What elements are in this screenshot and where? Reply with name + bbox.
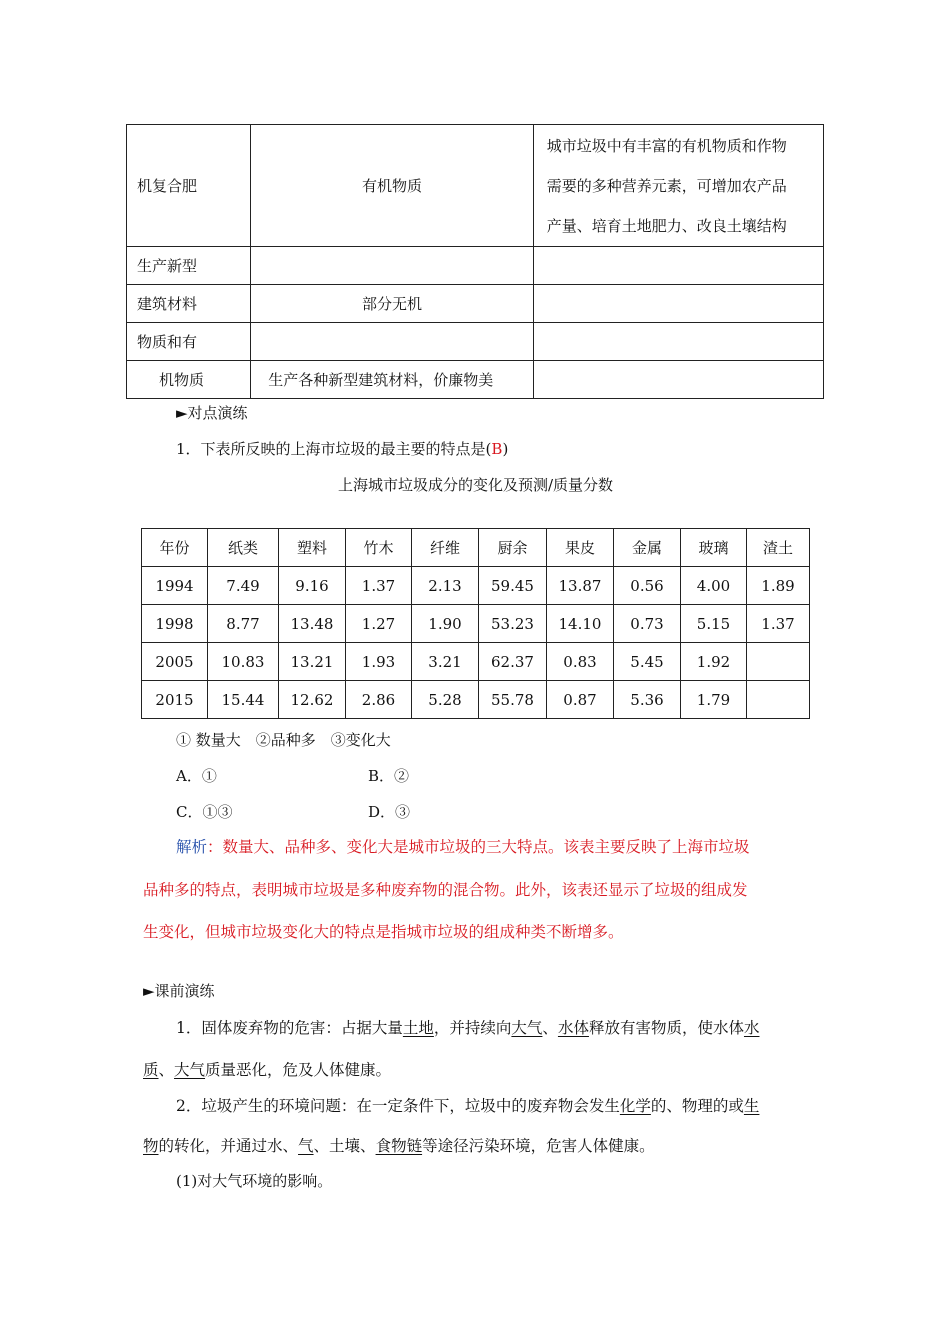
table-cell: 1.92 — [681, 643, 747, 681]
table-cell: 生产新型 — [127, 247, 251, 285]
table-cell: 13.48 — [279, 605, 346, 643]
text: 1．固体废弃物的危害：占据大量 — [176, 1019, 403, 1037]
table-cell: 13.21 — [279, 643, 346, 681]
analysis-text: ：数量大、品种多、变化大是城市垃圾的三大特点。该表主要反映了上海市垃圾 — [207, 838, 750, 856]
option-c: C．①③ — [176, 803, 233, 821]
analysis-line: 品种多的特点，表明城市垃圾是多种废弃物的混合物。此外，该表还显示了垃圾的组成发 — [143, 881, 748, 899]
cell-line: 城市垃圾中有丰富的有机物质和作物 — [546, 137, 787, 155]
table-row — [142, 643, 810, 681]
header-cell: 纸类 — [208, 529, 279, 567]
item-1-line — [176, 1016, 759, 1038]
table-cell: 8.77 — [208, 605, 279, 643]
table-cell: 1.90 — [412, 605, 479, 643]
text: 质量恶化，危及人体健康。 — [205, 1061, 392, 1079]
fill-answer: 土地 — [402, 1019, 434, 1037]
table-cell: 9.16 — [279, 567, 346, 605]
table-row — [127, 125, 824, 247]
table-cell: 5.15 — [681, 605, 747, 643]
table-cell: 2015 — [142, 681, 208, 719]
table-row — [127, 361, 824, 399]
garbage-composition-table — [141, 528, 810, 719]
table-row — [127, 247, 824, 285]
table-cell: 5.36 — [614, 681, 681, 719]
table-cell: 2.13 — [412, 567, 479, 605]
table-cell: 14.10 — [547, 605, 614, 643]
table-cell: 1998 — [142, 605, 208, 643]
table-cell: 15.44 — [208, 681, 279, 719]
text: 的转化，并通过水、 — [158, 1137, 299, 1155]
table-cell: 部分无机 — [251, 285, 534, 323]
fill-answer: 化学 — [619, 1097, 651, 1115]
table-cell: 5.28 — [412, 681, 479, 719]
header-cell: 渣土 — [747, 529, 810, 567]
table-row — [142, 681, 810, 719]
table-cell: 12.62 — [279, 681, 346, 719]
table-cell: 0.56 — [614, 567, 681, 605]
fill-answer: 生 — [743, 1097, 760, 1115]
table-cell — [747, 643, 810, 681]
text: 、 — [542, 1019, 558, 1037]
table-cell: 0.87 — [547, 681, 614, 719]
table-cell: 1.37 — [346, 567, 412, 605]
option-d: D．③ — [368, 803, 411, 821]
section-heading — [176, 402, 248, 423]
table-cell — [533, 247, 823, 285]
analysis-label: 解析 — [176, 838, 208, 856]
table-cell: 1994 — [142, 567, 208, 605]
table-cell: 59.45 — [479, 567, 547, 605]
text: 、土壤、 — [313, 1137, 376, 1155]
header-cell: 果皮 — [547, 529, 614, 567]
answer-letter: B — [491, 440, 503, 458]
item-2-line — [143, 1134, 655, 1156]
option-a: A．① — [176, 767, 217, 785]
section-heading — [143, 980, 215, 1001]
item-1-line — [143, 1058, 391, 1080]
table-caption: 上海城市垃圾成分的变化及预测/质量分数 — [338, 476, 614, 494]
table-row — [142, 605, 810, 643]
table-row — [142, 567, 810, 605]
item-2-line — [176, 1094, 759, 1116]
table-cell — [533, 125, 823, 247]
table-cell — [251, 323, 534, 361]
table-cell: 机物质 — [127, 361, 251, 399]
table-cell: 5.45 — [614, 643, 681, 681]
table-row — [127, 323, 824, 361]
table-cell: 物质和有 — [127, 323, 251, 361]
triangle-marker-icon: ► — [143, 982, 155, 1000]
table-cell: 55.78 — [479, 681, 547, 719]
table-cell: 13.87 — [547, 567, 614, 605]
section-title: 对点演练 — [187, 404, 248, 422]
resource-use-table — [126, 124, 824, 399]
analysis-line: 生变化，但城市垃圾变化大的特点是指城市垃圾的组成种类不断增多。 — [143, 923, 624, 941]
table-cell — [251, 247, 534, 285]
header-cell: 塑料 — [279, 529, 346, 567]
question-close: ) — [502, 440, 509, 458]
header-cell: 厨余 — [479, 529, 547, 567]
fill-answer: 大气 — [511, 1019, 543, 1037]
table-cell: 7.49 — [208, 567, 279, 605]
text: 、 — [158, 1061, 175, 1079]
question-text: 1．下表所反映的上海市垃圾的最主要的特点是( — [176, 440, 492, 458]
table-header-row — [142, 529, 810, 567]
fill-answer: 食物链 — [375, 1137, 423, 1155]
cell-line: 产量、培育土地肥力、改良土壤结构 — [546, 217, 787, 235]
fill-answer: 大气 — [174, 1061, 206, 1079]
table-cell: 4.00 — [681, 567, 747, 605]
fill-answer: 质 — [143, 1061, 159, 1079]
table-cell: 有机物质 — [251, 125, 534, 247]
table-cell: 2005 — [142, 643, 208, 681]
table-cell: 机复合肥 — [127, 125, 251, 247]
cell-line: 需要的多种营养元素，可增加农产品 — [546, 177, 787, 195]
text: 的、物理的或 — [650, 1097, 744, 1115]
sub-item: (1)对大气环境的影响。 — [176, 1172, 333, 1190]
section-title: 课前演练 — [154, 982, 215, 1000]
question-stem — [176, 438, 508, 459]
table-cell — [747, 681, 810, 719]
fill-answer: 物 — [143, 1137, 159, 1155]
table-cell: 10.83 — [208, 643, 279, 681]
header-cell: 年份 — [142, 529, 208, 567]
table-cell: 0.83 — [547, 643, 614, 681]
table-cell: 0.73 — [614, 605, 681, 643]
table-cell — [533, 323, 823, 361]
fill-answer: 水 — [743, 1019, 760, 1037]
header-cell: 金属 — [614, 529, 681, 567]
table-cell: 生产各种新型建筑材料，价廉物美 — [251, 361, 534, 399]
triangle-marker-icon: ► — [176, 404, 188, 422]
fill-answer: 气 — [298, 1137, 314, 1155]
text: 等途径污染环境，危害人体健康。 — [422, 1137, 655, 1155]
statements: ① 数量大 ②品种多 ③变化大 — [176, 731, 391, 749]
table-cell: 53.23 — [479, 605, 547, 643]
text: ，并持续向 — [433, 1019, 512, 1037]
table-row — [127, 285, 824, 323]
table-cell — [533, 361, 823, 399]
table-cell: 建筑材料 — [127, 285, 251, 323]
option-b: B．② — [368, 767, 410, 785]
fill-answer: 水体 — [557, 1019, 589, 1037]
header-cell: 竹木 — [346, 529, 412, 567]
analysis-line — [176, 835, 750, 857]
table-cell: 2.86 — [346, 681, 412, 719]
text: 2．垃圾产生的环境问题：在一定条件下，垃圾中的废弃物会发生 — [176, 1097, 620, 1115]
table-cell: 1.27 — [346, 605, 412, 643]
table-cell: 1.93 — [346, 643, 412, 681]
text: 释放有害物质，使水体 — [588, 1019, 744, 1037]
table-cell: 3.21 — [412, 643, 479, 681]
table-cell: 1.79 — [681, 681, 747, 719]
table-cell: 1.37 — [747, 605, 810, 643]
table-cell — [533, 285, 823, 323]
header-cell: 玻璃 — [681, 529, 747, 567]
header-cell: 纤维 — [412, 529, 479, 567]
table-cell: 62.37 — [479, 643, 547, 681]
table-cell: 1.89 — [747, 567, 810, 605]
